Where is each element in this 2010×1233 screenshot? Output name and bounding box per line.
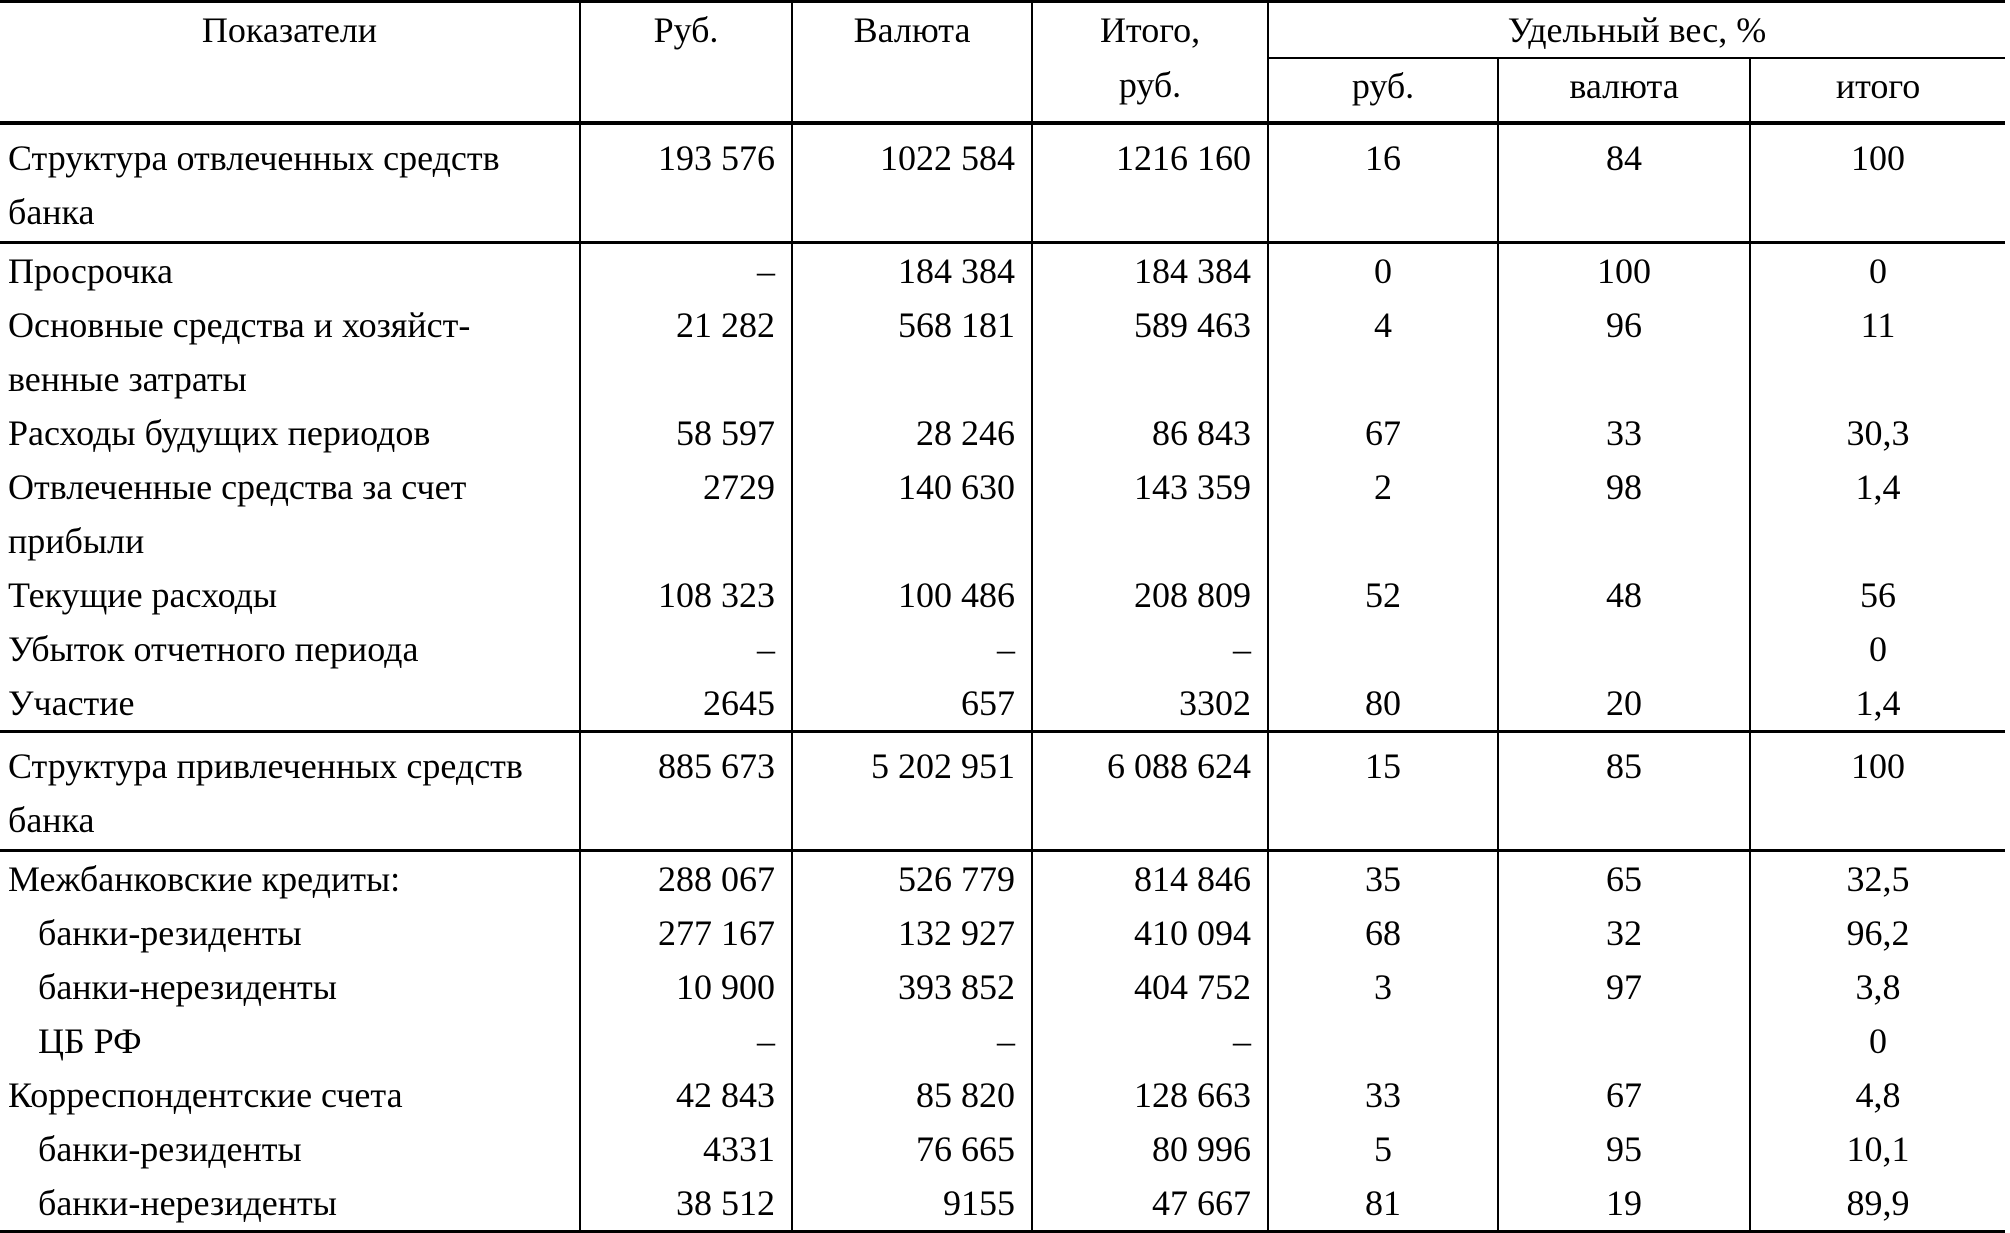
header-rub: Руб.: [580, 2, 792, 59]
cell-share-total: 56: [1750, 568, 2005, 622]
cell-share-rub: 68: [1268, 906, 1498, 960]
cell-rub: 58 597: [580, 406, 792, 460]
cell-share-rub: 35: [1268, 851, 1498, 907]
table-row: [0, 243, 2005, 299]
cell-rub: 885 673: [580, 732, 792, 851]
table-header: [0, 2, 2005, 124]
row-label: Межбанковские кредиты:: [8, 859, 401, 899]
cell-share-total: 11: [1750, 298, 2005, 406]
table-row: [0, 676, 2005, 732]
cell-share-rub: 15: [1268, 732, 1498, 851]
cell-currency: 184 384: [792, 243, 1032, 299]
cell-currency: –: [792, 1014, 1032, 1068]
cell-share-total: 89,9: [1750, 1176, 2005, 1232]
cell-currency: 657: [792, 676, 1032, 732]
cell-rub: 193 576: [580, 123, 792, 243]
header-share-currency: валюта: [1498, 58, 1750, 123]
cell-share-rub: [1268, 1014, 1498, 1068]
cell-share-total: 32,5: [1750, 851, 2005, 907]
cell-currency: –: [792, 622, 1032, 676]
cell-total: 47 667: [1032, 1176, 1268, 1232]
table-row: [0, 622, 2005, 676]
table-row: [0, 406, 2005, 460]
cell-total: 143 359: [1032, 460, 1268, 568]
cell-share-currency: 100: [1498, 243, 1750, 299]
cell-rub: 2645: [580, 676, 792, 732]
row-label: Убыток отчетного периода: [8, 629, 419, 669]
cell-total: 3302: [1032, 676, 1268, 732]
cell-share-total: 1,4: [1750, 676, 2005, 732]
header-total: Итого,: [1032, 2, 1268, 59]
row-label: Основные средства и хозяйст-венные затраты: [8, 305, 471, 399]
cell-currency: 28 246: [792, 406, 1032, 460]
cell-share-rub: 33: [1268, 1068, 1498, 1122]
row-label: банки-резиденты: [38, 1129, 302, 1169]
cell-rub: 2729: [580, 460, 792, 568]
table-row: [0, 732, 2005, 851]
cell-rub: 4331: [580, 1122, 792, 1176]
header-share: Удельный вес, %: [1268, 2, 2005, 59]
cell-share-rub: 0: [1268, 243, 1498, 299]
header-share-rub: руб.: [1268, 58, 1498, 123]
cell-rub: 108 323: [580, 568, 792, 622]
cell-rub: 277 167: [580, 906, 792, 960]
cell-share-rub: 3: [1268, 960, 1498, 1014]
cell-share-total: 0: [1750, 622, 2005, 676]
cell-rub: 42 843: [580, 1068, 792, 1122]
cell-share-total: 0: [1750, 243, 2005, 299]
header-total-unit: руб.: [1032, 58, 1268, 123]
row-label: Структура привлеченных средств банка: [0, 732, 580, 851]
cell-total: –: [1032, 1014, 1268, 1068]
cell-share-currency: 96: [1498, 298, 1750, 406]
row-label: Участие: [0, 676, 580, 732]
header-rub-blank: [580, 58, 792, 123]
table-row: [0, 298, 2005, 406]
cell-currency: 76 665: [792, 1122, 1032, 1176]
cell-currency: 393 852: [792, 960, 1032, 1014]
table-row: [0, 460, 2005, 568]
cell-share-currency: 32: [1498, 906, 1750, 960]
cell-share-rub: [1268, 622, 1498, 676]
cell-rub: –: [580, 243, 792, 299]
cell-share-currency: 95: [1498, 1122, 1750, 1176]
cell-share-rub: 81: [1268, 1176, 1498, 1232]
row-label: банки-нерезиденты: [0, 1176, 580, 1232]
cell-share-currency: 48: [1498, 568, 1750, 622]
cell-total: 1216 160: [1032, 123, 1268, 243]
cell-currency: 132 927: [792, 906, 1032, 960]
cell-currency: 5 202 951: [792, 732, 1032, 851]
header-indicators-blank: [0, 58, 580, 123]
cell-share-total: 10,1: [1750, 1122, 2005, 1176]
cell-share-currency: 19: [1498, 1176, 1750, 1232]
row-label: Структура отвлеченных средств банка: [0, 123, 580, 243]
cell-share-total: 30,3: [1750, 406, 2005, 460]
cell-currency: 568 181: [792, 298, 1032, 406]
cell-rub: 38 512: [580, 1176, 792, 1232]
cell-share-total: 3,8: [1750, 960, 2005, 1014]
cell-share-rub: 5: [1268, 1122, 1498, 1176]
row-label: Отвлеченные средства за счет прибыли: [8, 467, 467, 561]
cell-total: 6 088 624: [1032, 732, 1268, 851]
row-label: ЦБ РФ: [38, 1021, 142, 1061]
table-row: [0, 1176, 2005, 1232]
cell-share-rub: 16: [1268, 123, 1498, 243]
row-label: Просрочка: [8, 251, 173, 291]
cell-share-rub: 67: [1268, 406, 1498, 460]
row-label: Текущие расходы: [8, 575, 278, 615]
cell-total: 80 996: [1032, 1122, 1268, 1176]
row-label: Корреспондентские счета: [8, 1075, 403, 1115]
cell-total: 86 843: [1032, 406, 1268, 460]
cell-total: 404 752: [1032, 960, 1268, 1014]
cell-rub: 21 282: [580, 298, 792, 406]
cell-share-total: 4,8: [1750, 1068, 2005, 1122]
cell-share-currency: 65: [1498, 851, 1750, 907]
cell-share-currency: [1498, 1014, 1750, 1068]
cell-total: 589 463: [1032, 298, 1268, 406]
row-label: банки-нерезиденты: [38, 967, 337, 1007]
cell-currency: 100 486: [792, 568, 1032, 622]
cell-share-total: 1,4: [1750, 460, 2005, 568]
cell-share-rub: 80: [1268, 676, 1498, 732]
cell-total: 814 846: [1032, 851, 1268, 907]
cell-total: 410 094: [1032, 906, 1268, 960]
cell-share-rub: 52: [1268, 568, 1498, 622]
cell-share-currency: 84: [1498, 123, 1750, 243]
cell-rub: 288 067: [580, 851, 792, 907]
table-row: [0, 906, 2005, 960]
cell-total: 128 663: [1032, 1068, 1268, 1122]
cell-currency: 140 630: [792, 460, 1032, 568]
cell-share-currency: 20: [1498, 676, 1750, 732]
table-body: [0, 123, 2005, 1232]
cell-currency: 526 779: [792, 851, 1032, 907]
cell-total: 208 809: [1032, 568, 1268, 622]
table-row: [0, 1068, 2005, 1122]
table-row: [0, 123, 2005, 243]
cell-share-total: 96,2: [1750, 906, 2005, 960]
cell-currency: 85 820: [792, 1068, 1032, 1122]
cell-rub: –: [580, 1014, 792, 1068]
header-share-total: итого: [1750, 58, 2005, 123]
table-row: [0, 1122, 2005, 1176]
cell-rub: –: [580, 622, 792, 676]
row-label: Расходы будущих периодов: [8, 413, 431, 453]
cell-share-rub: 2: [1268, 460, 1498, 568]
cell-total: 184 384: [1032, 243, 1268, 299]
cell-share-currency: 85: [1498, 732, 1750, 851]
cell-rub: 10 900: [580, 960, 792, 1014]
header-indicators: Показатели: [0, 2, 580, 59]
cell-share-currency: 97: [1498, 960, 1750, 1014]
header-currency-blank: [792, 58, 1032, 123]
cell-share-currency: 33: [1498, 406, 1750, 460]
cell-share-rub: 4: [1268, 298, 1498, 406]
table-row: [0, 568, 2005, 622]
cell-currency: 1022 584: [792, 123, 1032, 243]
cell-share-currency: [1498, 622, 1750, 676]
cell-share-currency: 98: [1498, 460, 1750, 568]
cell-share-total: 0: [1750, 1014, 2005, 1068]
table-row: [0, 960, 2005, 1014]
cell-share-currency: 67: [1498, 1068, 1750, 1122]
header-currency: Валюта: [792, 2, 1032, 59]
table-row: [0, 851, 2005, 907]
cell-total: –: [1032, 622, 1268, 676]
cell-currency: 9155: [792, 1176, 1032, 1232]
cell-share-total: 100: [1750, 123, 2005, 243]
row-label: банки-резиденты: [38, 913, 302, 953]
cell-share-total: 100: [1750, 732, 2005, 851]
table-row: [0, 1014, 2005, 1068]
